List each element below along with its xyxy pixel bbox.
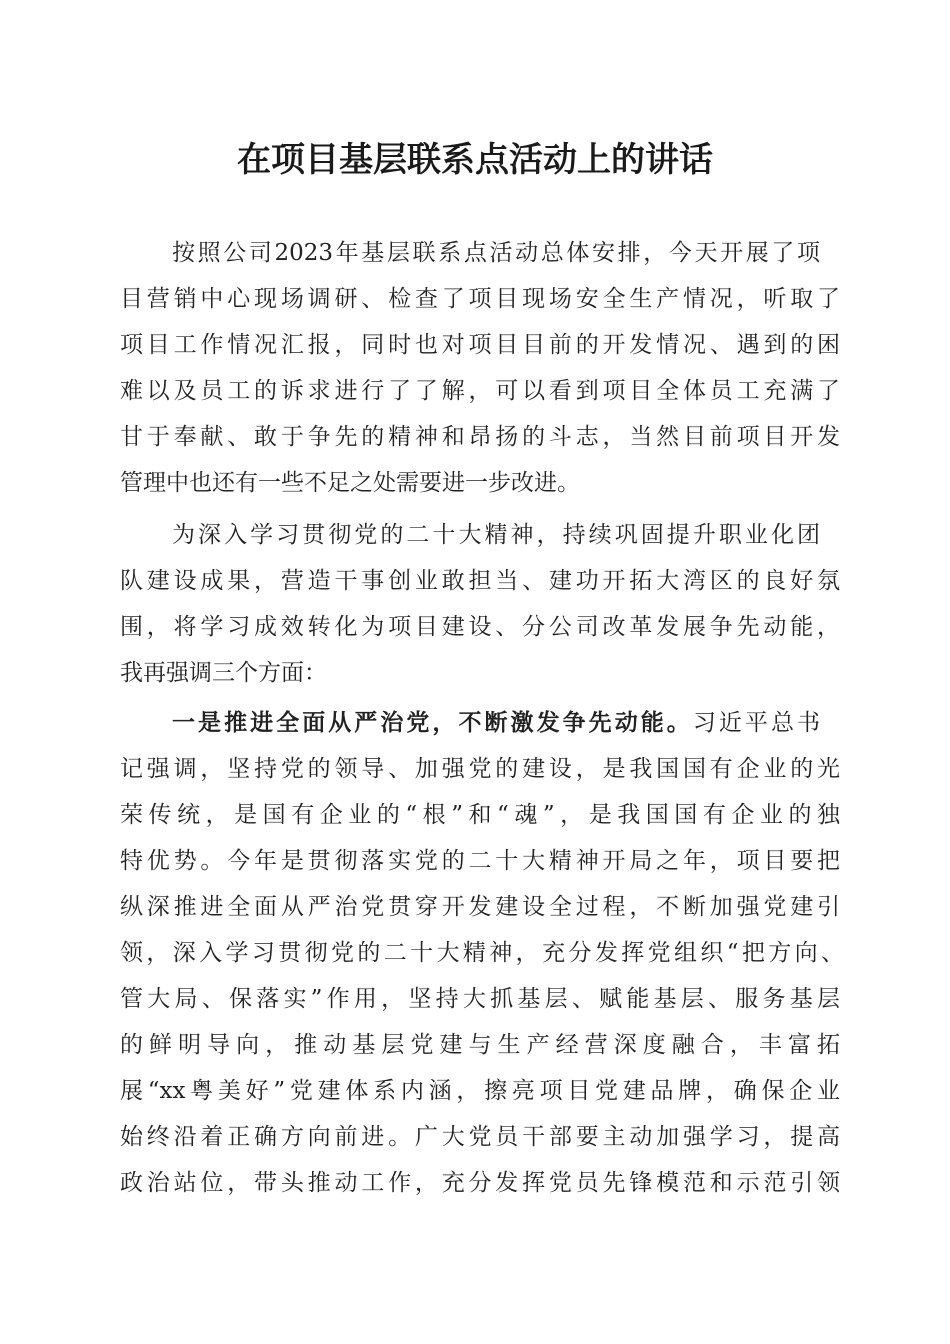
paragraph-3-heading: 一是推进全面从严治党，不断激发争先动能。 — [172, 709, 693, 736]
document-title: 在项目基层联系点活动上的讲话 — [237, 140, 713, 180]
paragraph-3-line: 特优势。今年是贯彻落实党的二十大精神开局之年，项目要把 — [120, 848, 840, 874]
paragraph-3-line: 纵深推进全面从严治党贯穿开发建设全过程，不断加强党建引 — [120, 894, 840, 920]
paragraph-1-line: 项目工作情况汇报，同时也对项目目前的开发情况、遇到的困 — [120, 332, 840, 358]
paragraph-1-line: 难以及员工的诉求进行了了解，可以看到项目全体员工充满了 — [120, 378, 840, 404]
paragraph-2-line: 队建设成果，营造干事创业敢担当、建功开拓大湾区的良好氛 — [120, 568, 840, 594]
paragraph-1-line: 甘于奉献、敢于争先的精神和昂扬的斗志，当然目前项目开发 — [120, 424, 840, 450]
paragraph-3-line: 荣传统，是国有企业的“根”和“魂”，是我国国有企业的独 — [120, 802, 840, 828]
paragraph-3-line: 管大局、保落实”作用，坚持大抓基层、赋能基层、服务基层 — [120, 986, 840, 1012]
paragraph-1-line: 按照公司2023年基层联系点活动总体安排，今天开展了项 — [172, 240, 820, 266]
paragraph-3-first-line-rest: 习近平总书 — [692, 710, 821, 736]
paragraph-1-line: 目营销中心现场调研、检查了项目现场安全生产情况，听取了 — [120, 286, 840, 312]
paragraph-3-line: 记强调，坚持党的领导、加强党的建设，是我国国有企业的光 — [120, 756, 840, 782]
paragraph-3-line: 始终沿着正确方向前进。广大党员干部要主动加强学习，提高 — [120, 1124, 840, 1150]
paragraph-2-line: 围，将学习成效转化为项目建设、分公司改革发展争先动能， — [120, 614, 840, 640]
paragraph-2-line: 为深入学习贯彻党的二十大精神，持续巩固提升职业化团 — [172, 522, 820, 548]
paragraph-3-first-line — [172, 700, 820, 746]
paragraph-3-line: 展“xx粤美好”党建体系内涵，擦亮项目党建品牌，确保企业 — [120, 1078, 840, 1104]
paragraph-3-line: 政治站位，带头推动工作，充分发挥党员先锋模范和示范引领 — [120, 1170, 840, 1196]
paragraph-3-line: 领，深入学习贯彻党的二十大精神，充分发挥党组织“把方向、 — [120, 940, 844, 966]
paragraph-1-line: 管理中也还有一些不足之处需要进一步改进。 — [120, 470, 580, 496]
paragraph-2-line: 我再强调三个方面： — [120, 660, 327, 686]
paragraph-3-line: 的鲜明导向，推动基层党建与生产经营深度融合，丰富拓 — [120, 1032, 840, 1058]
